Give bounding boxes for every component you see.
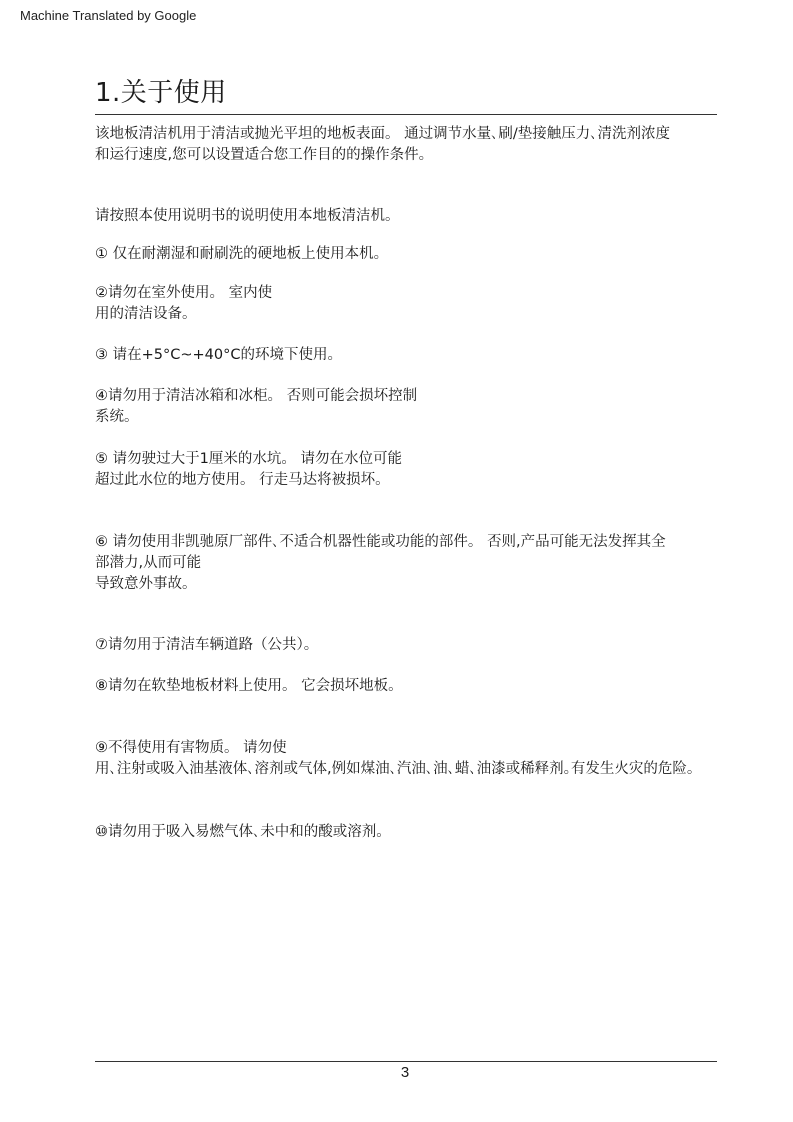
machine-translation-banner: Machine Translated by Google xyxy=(20,8,197,23)
usage-item-2: ②请勿在室外使用。 室内使 用的清洁设备。 xyxy=(95,285,273,322)
instruction-paragraph: 请按照本使用说明书的说明使用本地板清洁机。 xyxy=(95,208,400,224)
intro-paragraph: 该地板清洁机用于清洁或抛光平坦的地板表面。 通过调节水量､刷/垫接触压力､清洗剂浓度 和运行速度,您可以设置适合您工作目的的操作条件。 xyxy=(95,126,670,163)
usage-item-4: ④请勿用于清洁冰箱和冰柜。 否则可能会损坏控制 系统。 xyxy=(95,388,418,425)
usage-item-9: ⑨不得使用有害物质。 请勿使 用､注射或吸入油基液体､溶剂或气体,例如煤油､汽油､油､蜡､油漆或稀释剂｡有发生火灾的危险。 xyxy=(95,740,702,777)
section-title: 1.关于使用 xyxy=(95,78,227,108)
title-divider xyxy=(95,114,717,115)
page-number: 3 xyxy=(400,1064,410,1081)
usage-item-10: ⑩请勿用于吸入易燃气体､未中和的酸或溶剂。 xyxy=(95,824,391,840)
usage-item-7: ⑦请勿用于清洁车辆道路（公共）。 xyxy=(95,637,319,653)
footer-divider xyxy=(95,1061,717,1062)
usage-item-3: ③ 请在+5°C~+40°C的环境下使用。 xyxy=(95,347,342,363)
usage-item-8: ⑧请勿在软垫地板材料上使用。 它会损坏地板。 xyxy=(95,678,403,694)
usage-item-6: ⑥ 请勿使用非凯驰原厂部件､不适合机器性能或功能的部件。 否则,产品可能无法发挥其全 部潜力,从而可能 导致意外事故。 xyxy=(95,534,666,592)
usage-item-1: ① 仅在耐潮湿和耐刷洗的硬地板上使用本机。 xyxy=(95,246,389,262)
usage-item-5: ⑤ 请勿驶过大于1厘米的水坑。 请勿在水位可能 超过此水位的地方使用。 行走马达将被损坏。 xyxy=(95,451,402,488)
